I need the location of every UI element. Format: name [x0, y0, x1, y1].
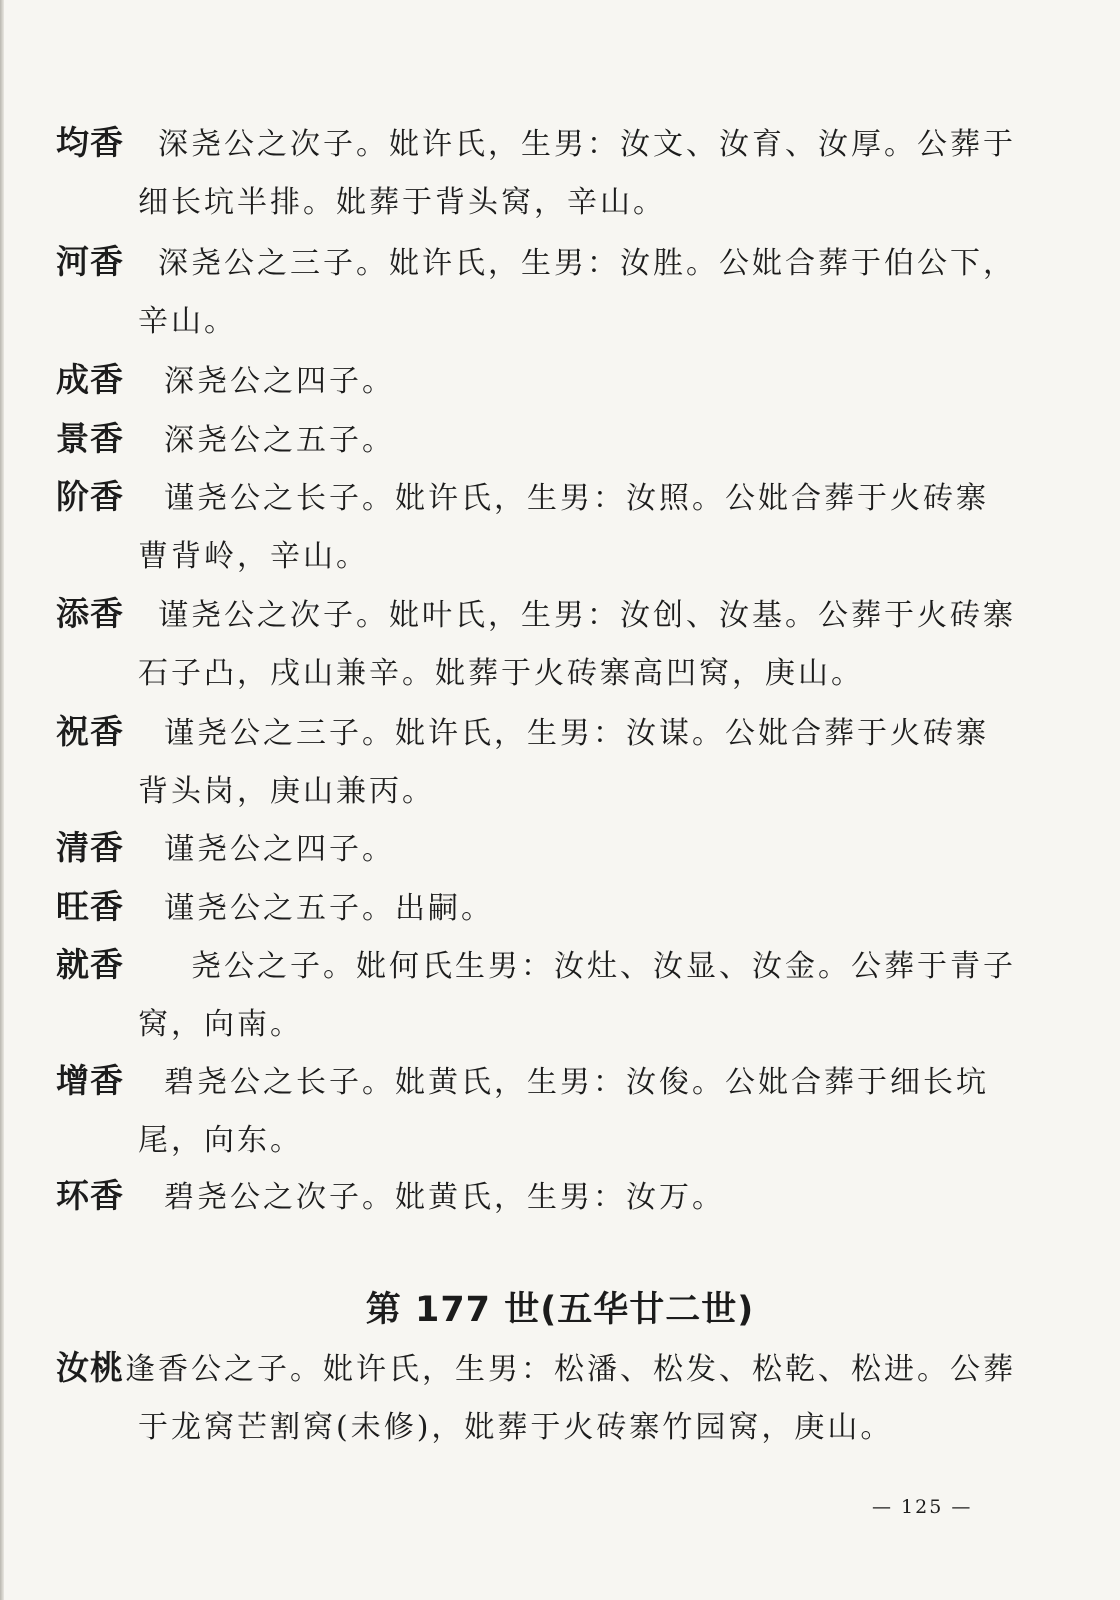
genealogy-entry [56, 935, 1016, 1055]
generation-heading: 第 177 世(五华廿二世) [365, 1290, 755, 1330]
entry-text: 碧尧公之长子。妣黄氏，生男：汝俊。公妣合葬于细长坑 [164, 1065, 989, 1100]
genealogy-entry [56, 1338, 1016, 1458]
entry-first-line [56, 409, 1016, 469]
entry-first-line [56, 1338, 1016, 1398]
entry-continuation: 于龙窝芒割窝(未修)，妣葬于火砖寨竹园窝，庚山。 [138, 1410, 894, 1445]
entry-text: 谨尧公之五子。出嗣。 [164, 891, 494, 926]
genealogy-entry [56, 1051, 1016, 1171]
entry-continuation: 辛山。 [138, 304, 237, 339]
entry-first-line [56, 935, 1016, 995]
entry-first-line [56, 584, 1016, 644]
entry-name: 添香 [56, 594, 124, 633]
entry-text: 谨尧公之四子。 [164, 832, 395, 867]
entry-continuation: 窝，向南。 [138, 1007, 303, 1042]
genealogy-entry [56, 877, 1016, 937]
genealogy-entry [56, 818, 1016, 878]
genealogy-entry [56, 584, 1016, 704]
entry-text: 深尧公之三子。妣许氏，生男：汝胜。公妣合葬于伯公下， [158, 246, 1016, 281]
entry-text: 尧公之子。妣何氏生男：汝灶、汝显、汝金。公葬于青子 [158, 949, 1016, 984]
entry-name: 环香 [56, 1176, 124, 1215]
entry-first-line [56, 1166, 1016, 1226]
entry-first-line [56, 232, 1016, 292]
genealogy-entry [56, 350, 1016, 410]
entry-name: 清香 [56, 828, 124, 867]
entry-first-line [56, 702, 1016, 762]
entry-text: 深尧公之次子。妣许氏，生男：汝文、汝育、汝厚。公葬于 [158, 127, 1016, 162]
entry-continuation: 细长坑半排。妣葬于背头窝，辛山。 [138, 185, 666, 220]
entry-first-line [56, 113, 1016, 173]
genealogy-entry [56, 113, 1016, 233]
entry-first-line [56, 467, 1016, 527]
genealogy-entry [56, 232, 1016, 352]
entry-text: 碧尧公之次子。妣黄氏，生男：汝万。 [164, 1180, 725, 1215]
entry-name: 就香 [56, 945, 124, 984]
entry-text: 谨尧公之三子。妣许氏，生男：汝谋。公妣合葬于火砖寨 [164, 716, 989, 751]
entry-continuation: 尾，向东。 [138, 1123, 303, 1158]
entry-name: 均香 [56, 123, 124, 162]
entry-name: 汝桃 [56, 1348, 124, 1387]
entry-text: 谨尧公之次子。妣叶氏，生男：汝创、汝基。公葬于火砖寨 [158, 598, 1016, 633]
entry-name: 河香 [56, 242, 124, 281]
entry-name: 阶香 [56, 477, 124, 516]
entry-text: 逢香公之子。妣许氏，生男：松潘、松发、松乾、松进。公葬 [125, 1352, 1016, 1387]
entry-first-line [56, 1051, 1016, 1111]
entry-text: 谨尧公之长子。妣许氏，生男：汝照。公妣合葬于火砖寨 [164, 481, 989, 516]
binding-edge [0, 0, 4, 1600]
genealogy-entry [56, 702, 1016, 822]
entry-text: 深尧公之四子。 [164, 364, 395, 399]
entry-name: 祝香 [56, 712, 124, 751]
entry-first-line [56, 350, 1016, 410]
entry-name: 增香 [56, 1061, 124, 1100]
genealogy-entry [56, 467, 1016, 587]
entry-continuation: 石子凸，戌山兼辛。妣葬于火砖寨高凹窝，庚山。 [138, 656, 864, 691]
genealogy-entry [56, 1166, 1016, 1226]
entry-continuation: 背头岗，庚山兼丙。 [138, 774, 435, 809]
entry-name: 景香 [56, 419, 124, 458]
entry-name: 旺香 [56, 887, 124, 926]
entry-continuation: 曹背岭，辛山。 [138, 539, 369, 574]
entry-name: 成香 [56, 360, 124, 399]
entry-text: 深尧公之五子。 [164, 423, 395, 458]
entry-first-line [56, 818, 1016, 878]
entry-first-line [56, 877, 1016, 937]
page-number: — 125 — [872, 1496, 973, 1518]
genealogy-entry [56, 409, 1016, 469]
